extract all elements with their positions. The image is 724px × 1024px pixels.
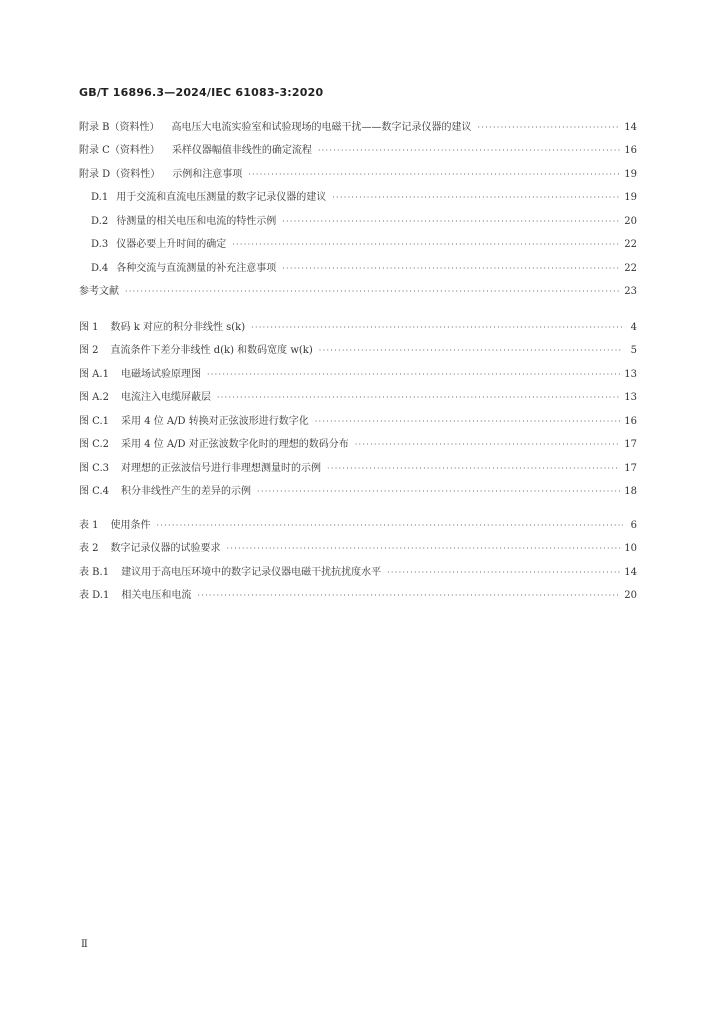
toc-entry-title: 使用条件	[110, 519, 151, 531]
toc-entry[interactable]	[79, 538, 637, 562]
dot-leader	[478, 122, 621, 134]
toc-entry-page: 16	[624, 415, 637, 427]
toc-entry[interactable]	[79, 481, 637, 505]
toc-entry[interactable]	[79, 585, 637, 609]
toc-entry-page: 16	[624, 145, 637, 157]
toc-entry-label: 图 C.1	[79, 415, 110, 427]
toc-entry-references[interactable]	[79, 281, 637, 305]
standard-id-header: GB/T 16896.3—2024/IEC 61083-3:2020	[79, 86, 324, 99]
toc-entry[interactable]	[79, 234, 637, 258]
toc-entry-title: 参考文献	[79, 286, 119, 298]
dot-leader	[315, 416, 621, 428]
toc-entry-label: 附录 B（资料性）	[79, 121, 160, 133]
toc-entry-page: 5	[630, 345, 637, 357]
toc-entry-page: 23	[624, 286, 637, 298]
toc-entry-title: 各种交流与直流测量的补充注意事项	[116, 262, 277, 274]
toc-entry-label: 图 C.4	[79, 486, 110, 498]
toc-entry-label: D.2	[91, 215, 109, 227]
toc-entry-label: 图 2	[79, 345, 99, 357]
toc-entry-page: 6	[630, 519, 637, 531]
dot-leader	[355, 439, 621, 451]
toc-entry-label: 图 C.3	[79, 462, 110, 474]
toc-entry-label: 图 C.2	[79, 439, 110, 451]
toc-entry-page: 20	[624, 215, 637, 227]
toc-entry[interactable]	[79, 457, 637, 481]
toc-entry-label: 表 B.1	[79, 566, 110, 578]
toc-entry-label: 图 1	[79, 321, 99, 333]
toc-entry-label: 附录 C（资料性）	[79, 145, 160, 157]
toc-entry-page: 17	[624, 462, 637, 474]
page-number: Ⅱ	[81, 939, 88, 950]
toc-entry-label: D.1	[91, 192, 109, 204]
toc-entry[interactable]	[79, 257, 637, 281]
toc-entry[interactable]	[79, 340, 637, 364]
dot-leader	[332, 192, 620, 204]
toc-entry-title: 示例和注意事项	[172, 168, 243, 180]
toc-entry-page: 14	[624, 566, 637, 578]
toc-entry-title: 对理想的正弦波信号进行非理想测量时的示例	[121, 462, 322, 474]
toc-entry[interactable]	[79, 434, 637, 458]
dot-leader	[248, 169, 620, 181]
dot-leader	[319, 345, 623, 357]
toc-entry-page: 18	[624, 486, 637, 498]
toc-figures-list	[79, 316, 637, 504]
toc-entry-title: 高电压大电流实验室和试验现场的电磁干扰——数字记录仪器的建议	[171, 121, 472, 133]
toc-entry[interactable]	[79, 187, 637, 211]
dot-leader	[125, 286, 620, 298]
toc-entry-title: 建议用于高电压环境中的数字记录仪器电磁干扰抗扰度水平	[121, 566, 382, 578]
dot-leader	[387, 567, 620, 579]
toc-entry-page: 14	[624, 121, 637, 133]
toc-entry-title: 数字记录仪器的试验要求	[110, 543, 221, 555]
toc-entry-page: 13	[624, 368, 637, 380]
toc-entry-title: 积分非线性产生的差异的示例	[121, 486, 252, 498]
dot-leader	[282, 216, 620, 228]
toc-entry-title: 待测量的相关电压和电流的特性示例	[116, 215, 277, 227]
toc-entry-label: 图 A.1	[79, 368, 109, 380]
toc-entry-title: 采样仪器幅值非线性的确定流程	[171, 145, 312, 157]
dot-leader	[282, 263, 620, 275]
toc-entry-title: 用于交流和直流电压测量的数字记录仪器的建议	[116, 192, 327, 204]
toc-entry-label: 附录 D（资料性）	[79, 168, 161, 180]
toc-entry-title: 采用 4 位 A/D 转换对正弦波形进行数字化	[121, 415, 309, 427]
toc-entry-page: 17	[624, 439, 637, 451]
toc-entry-label: D.3	[91, 239, 109, 251]
toc-tables-list	[79, 514, 637, 608]
toc-entry-title: 电流注入电缆屏蔽层	[120, 392, 211, 404]
toc-entry-page: 4	[630, 321, 637, 333]
toc-entry-title: 电磁场试验原理图	[120, 368, 201, 380]
toc-entry-label: 表 2	[79, 543, 99, 555]
toc-entry[interactable]	[79, 514, 637, 538]
dot-leader	[257, 486, 620, 498]
toc-entry-page: 10	[624, 543, 637, 555]
dot-leader	[197, 590, 620, 602]
toc-entry[interactable]	[79, 163, 637, 187]
toc-entry-label: 表 1	[79, 519, 99, 531]
dot-leader	[207, 369, 620, 381]
dot-leader	[327, 463, 620, 475]
toc-entry[interactable]	[79, 116, 637, 140]
dot-leader	[251, 322, 623, 334]
toc-entry[interactable]	[79, 387, 637, 411]
toc-entry-page: 19	[624, 168, 637, 180]
toc-entry[interactable]	[79, 363, 637, 387]
toc-entry[interactable]	[79, 140, 637, 164]
toc-entry-label: 表 D.1	[79, 590, 110, 602]
dot-leader	[318, 145, 620, 157]
dot-leader	[227, 543, 621, 555]
toc-entry-title: 采用 4 位 A/D 对正弦波数字化时的理想的数码分布	[121, 439, 349, 451]
dot-leader	[232, 239, 620, 251]
toc-entry-title: 相关电压和电流	[121, 590, 192, 602]
toc-entry-page: 22	[624, 239, 637, 251]
toc-entry[interactable]	[79, 410, 637, 434]
toc-entry-page: 13	[624, 392, 637, 404]
toc-annex-list	[79, 116, 637, 304]
toc-entry-page: 22	[624, 262, 637, 274]
dot-leader	[217, 392, 620, 404]
toc-entry-label: 图 A.2	[79, 392, 109, 404]
toc-entry[interactable]	[79, 561, 637, 585]
toc-entry-label: D.4	[91, 262, 109, 274]
toc-entry-title: 直流条件下差分非线性 d(k) 和数码宽度 w(k)	[110, 345, 313, 357]
toc-entry-page: 20	[624, 590, 637, 602]
toc-entry-title: 仪器必要上升时间的确定	[116, 239, 227, 251]
dot-leader	[157, 520, 623, 532]
toc-entry[interactable]	[79, 210, 637, 234]
toc-entry-page: 19	[624, 192, 637, 204]
toc-entry[interactable]	[79, 316, 637, 340]
toc-entry-title: 数码 k 对应的积分非线性 s(k)	[110, 321, 246, 333]
